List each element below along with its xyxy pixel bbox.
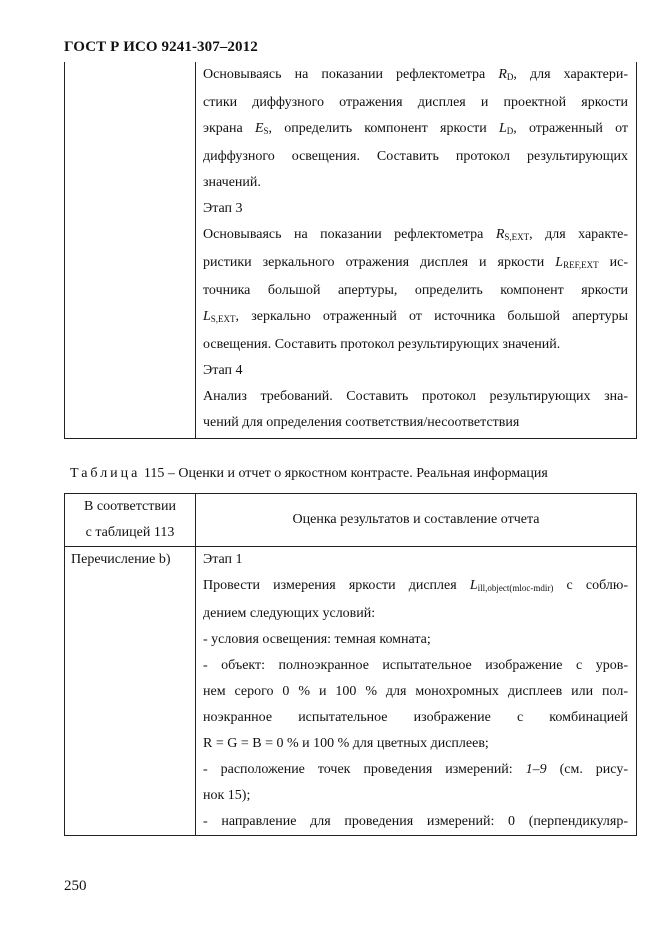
variable-subscript: S,EXT <box>210 314 236 324</box>
line-text: (см. рису- <box>546 762 628 777</box>
text-line <box>196 653 636 679</box>
line-text: , отраженный от <box>513 121 628 136</box>
line-text: экрана <box>203 121 255 136</box>
line-text: Этап 4 <box>203 363 243 378</box>
line-text: чений для определения соответствия/несоответствия <box>203 415 520 430</box>
caption-prefix: Таблица <box>70 466 141 481</box>
row-label: Перечисление b) <box>71 552 171 567</box>
variable-subscript: S <box>263 126 269 136</box>
line-text: Этап 3 <box>203 201 243 216</box>
text-line <box>196 170 636 196</box>
table-head-left <box>65 494 196 547</box>
variable-symbol: L <box>555 255 564 270</box>
line-text: - объект: полноэкранное испытательное изображение с уров- <box>203 658 628 673</box>
table-115 <box>64 493 637 836</box>
text-line <box>196 384 636 410</box>
line-text: Провести измерения яркости дисплея <box>203 578 470 593</box>
variable-symbol: E <box>254 121 264 136</box>
line-text: дением следующих условий: <box>203 606 376 621</box>
line-text: , для характери- <box>513 67 628 82</box>
line-text: значений. <box>203 175 261 190</box>
text-line <box>196 358 636 384</box>
head-left-line-1: В соответствии <box>84 499 176 514</box>
line-text: диффузного освещения. Составить протокол результирующих <box>203 149 628 164</box>
line-text: - расположение точек проведения измерений: <box>203 762 526 777</box>
text-line <box>196 278 636 304</box>
variable-symbol: L <box>469 578 478 593</box>
line-text: стики диффузного отражения дисплея и проектной яркости <box>203 95 628 110</box>
page-number: 250 <box>64 878 87 894</box>
continued-text-cell <box>196 62 637 439</box>
head-left-line-2: с таблицей 113 <box>85 525 175 540</box>
text-line <box>196 144 636 170</box>
text-line <box>196 679 636 705</box>
row-label-cell <box>65 547 196 836</box>
line-text: нем серого 0 % и 100 % для монохромных дисплеев или пол- <box>203 684 628 699</box>
variable-symbol: L <box>498 121 507 136</box>
text-line <box>196 627 636 653</box>
text-line <box>196 90 636 116</box>
line-text: Основываясь на показании рефлектометра <box>203 67 499 82</box>
line-text: - условия освещения: темная комната; <box>203 632 431 647</box>
variable-subscript: S,EXT <box>504 232 530 242</box>
variable-subscript: D <box>506 72 514 82</box>
variable-symbol: L <box>203 309 211 324</box>
text-line <box>196 62 636 90</box>
document-header: ГОСТ Р ИСО 9241-307–2012 <box>64 39 258 55</box>
variable-symbol: R <box>498 67 507 82</box>
line-text: , для характе- <box>529 227 629 242</box>
variable-subscript: ill,object(mloc-mdir) <box>477 583 554 593</box>
line-text: точника большой апертуры, определить компонент яркости <box>203 283 628 298</box>
text-line <box>196 731 636 757</box>
line-text: , зеркально отраженный от источника большой апертуры <box>235 309 628 324</box>
text-line <box>196 250 636 278</box>
text-line <box>196 304 636 332</box>
text-line <box>196 222 636 250</box>
line-text: Анализ требований. Составить протокол результирующих зна- <box>203 389 628 404</box>
line-text: Этап 1 <box>203 552 243 567</box>
line-text: 1–9 <box>525 762 547 777</box>
text-line <box>196 705 636 731</box>
row-text-cell <box>196 547 637 836</box>
line-text: освещения. Составить протокол результирующих значений. <box>203 337 561 352</box>
continued-table <box>64 62 637 439</box>
line-text: Основываясь на показании рефлектометра <box>203 227 496 242</box>
line-text: , определить компонент яркости <box>268 121 499 136</box>
line-text: нок 15); <box>203 788 251 803</box>
text-line <box>196 573 636 601</box>
line-text: ис- <box>598 255 628 270</box>
caption-text: 115 – Оценки и отчет о яркостном контрасте. Реальная информация <box>140 466 548 481</box>
variable-symbol: R <box>495 227 505 242</box>
text-line <box>196 809 636 835</box>
line-text: - направление для проведения измерений: 0 (перпендикуляр- <box>203 814 628 829</box>
text-line <box>196 332 636 358</box>
text-line <box>196 196 636 222</box>
text-line <box>196 601 636 627</box>
text-line <box>196 410 636 436</box>
text-line <box>196 757 636 783</box>
empty-left-cell <box>65 62 196 439</box>
text-line <box>196 783 636 809</box>
line-text: ноэкранное испытательное изображение с комбинацией <box>203 710 628 725</box>
text-line <box>196 116 636 144</box>
line-text: ристики зеркального отражения дисплея и яркости <box>203 255 556 270</box>
line-text: с соблю- <box>553 578 628 593</box>
table-caption <box>70 466 548 482</box>
line-text: R = G = B = 0 % и 100 % для цветных дисплеев; <box>203 736 489 751</box>
table-head-right: Оценка результатов и составление отчета <box>196 494 637 547</box>
variable-subscript: REF,EXT <box>563 260 599 270</box>
text-line <box>196 547 636 573</box>
variable-subscript: D <box>506 126 514 136</box>
